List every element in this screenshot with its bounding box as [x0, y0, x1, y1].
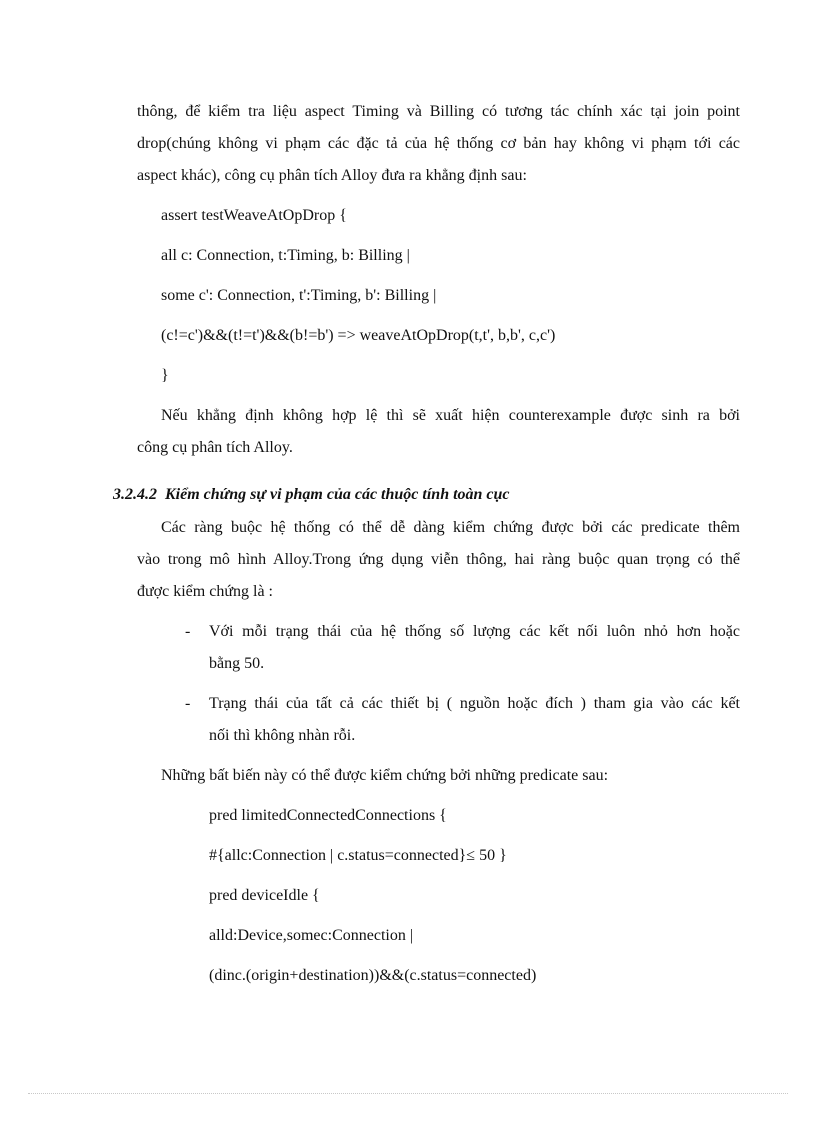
- bullet-marker: -: [185, 623, 191, 640]
- code-line: #{allc:Connection | c.status=connected}≤ 50 }: [209, 847, 507, 864]
- paragraph-line: được kiểm chứng là :: [137, 583, 273, 600]
- section-number: 3.2.4.2: [113, 486, 157, 503]
- code-line: all c: Connection, t:Timing, b: Billing |: [161, 247, 410, 264]
- footer-divider: [28, 1093, 788, 1094]
- code-line: alld:Device,somec:Connection |: [209, 927, 414, 944]
- code-line: (dinc.(origin+destination))&&(c.status=connected): [209, 967, 537, 984]
- paragraph-line: vào trong mô hình Alloy.Trong ứng dụng viễn thông, hai ràng buộc quan trọng có thể: [137, 551, 740, 568]
- bullet-line: Với mỗi trạng thái của hệ thống số lượng các kết nối luôn nhỏ hơn hoặc: [209, 623, 740, 640]
- paragraph-line: Nếu khẳng định không hợp lệ thì sẽ xuất hiện counterexample được sinh ra bởi: [161, 407, 740, 424]
- section-title: Kiểm chứng sự vi phạm của các thuộc tính toàn cục: [165, 486, 510, 503]
- code-line: pred deviceIdle {: [209, 887, 320, 904]
- section-heading: [113, 485, 510, 505]
- paragraph-line: thông, để kiểm tra liệu aspect Timing và Billing có tương tác chính xác tại join point: [137, 103, 740, 120]
- paragraph-line: Các ràng buộc hệ thống có thể dễ dàng kiểm chứng được bởi các predicate thêm: [161, 519, 740, 536]
- code-line: (c!=c')&&(t!=t')&&(b!=b') => weaveAtOpDrop(t,t', b,b', c,c'): [161, 327, 556, 344]
- code-line: assert testWeaveAtOpDrop {: [161, 207, 347, 224]
- bullet-line: nối thì không nhàn rỗi.: [209, 727, 356, 744]
- bullet-marker: -: [185, 695, 191, 712]
- code-line: some c': Connection, t':Timing, b': Billing |: [161, 287, 437, 304]
- bullet-line: bằng 50.: [209, 655, 265, 672]
- paragraph-line: công cụ phân tích Alloy.: [137, 439, 293, 456]
- paragraph-line: drop(chúng không vi phạm các đặc tả của hệ thống cơ bản hay không vi phạm tới các: [137, 135, 740, 152]
- code-line: }: [161, 367, 169, 384]
- paragraph-line: aspect khác), công cụ phân tích Alloy đưa ra khẳng định sau:: [137, 167, 527, 184]
- paragraph-line: Những bất biến này có thể được kiểm chứng bởi những predicate sau:: [161, 767, 609, 784]
- bullet-line: Trạng thái của tất cả các thiết bị ( nguồn hoặc đích ) tham gia vào các kết: [209, 695, 740, 712]
- code-line: pred limitedConnectedConnections {: [209, 807, 447, 824]
